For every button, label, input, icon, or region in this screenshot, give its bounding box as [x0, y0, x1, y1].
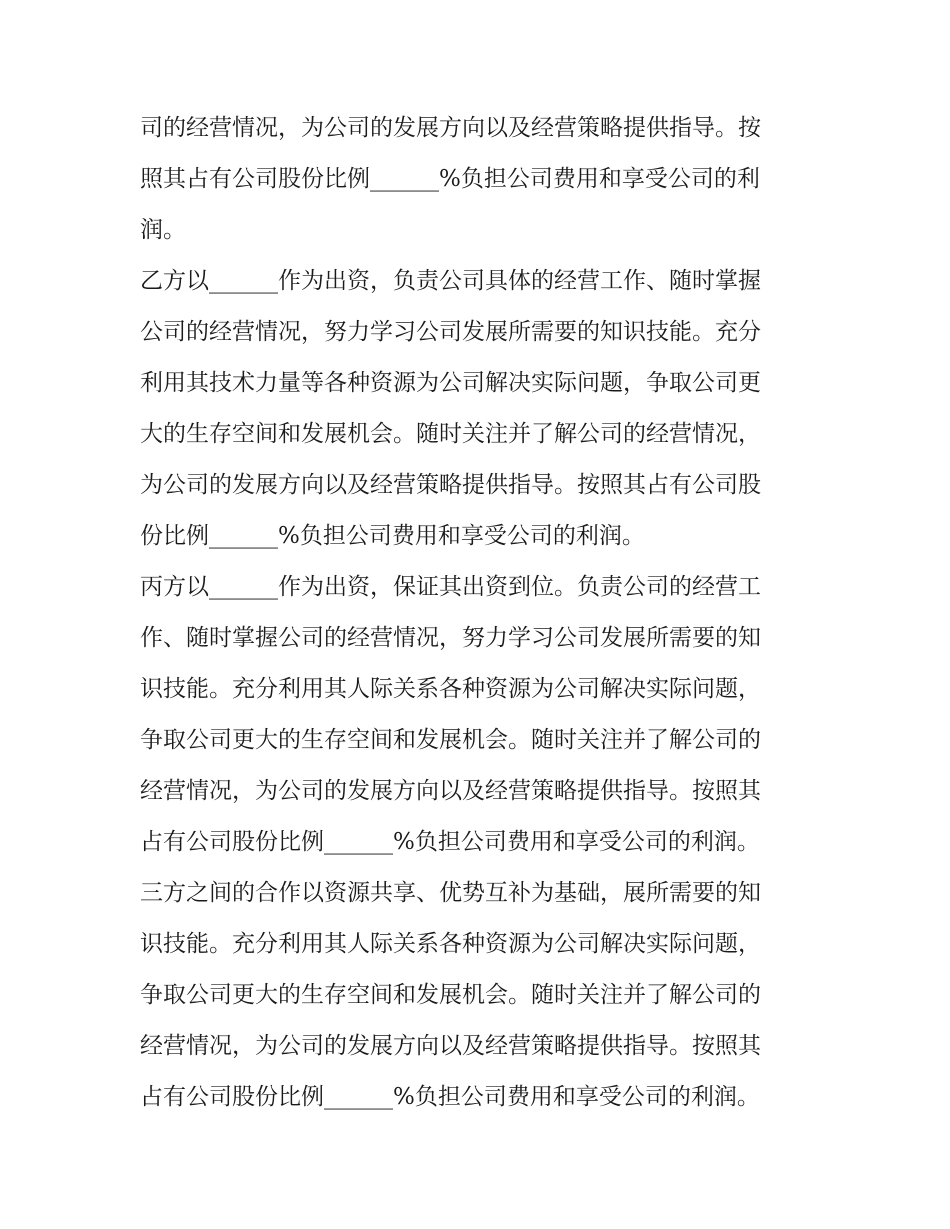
text-line: 丙方以______作为出资，保证其出资到位。负责公司的经营工 [140, 574, 761, 600]
text-line: 作、随时掌握公司的经营情况，努力学习公司发展所需要的知 [140, 625, 761, 651]
text-line: 司的经营情况，为公司的发展方向以及经营策略提供指导。按 [140, 115, 761, 141]
text-line: 为公司的发展方向以及经营策略提供指导。按照其占有公司股 [140, 472, 761, 498]
text-line: 识技能。充分利用其人际关系各种资源为公司解决实际问题， [140, 676, 761, 702]
text-line: 利用其技术力量等各种资源为公司解决实际问题，争取公司更 [140, 370, 761, 396]
text-line: 三方之间的合作以资源共享、优势互补为基础，展所需要的知 [140, 880, 761, 906]
text-line: 份比例______%负担公司费用和享受公司的利润。 [140, 523, 645, 549]
text-line: 公司的经营情况，努力学习公司发展所需要的知识技能。充分 [140, 319, 761, 345]
text-line: 占有公司股份比例______%负担公司费用和享受公司的利润。 [140, 829, 760, 855]
text-line: 照其占有公司股份比例______%负担公司费用和享受公司的利 [140, 166, 760, 192]
text-line: 识技能。充分利用其人际关系各种资源为公司解决实际问题， [140, 931, 761, 957]
text-line: 争取公司更大的生存空间和发展机会。随时关注并了解公司的 [140, 982, 761, 1008]
text-line: 润。 [140, 217, 186, 243]
document-body [140, 103, 820, 1123]
text-line: 占有公司股份比例______%负担公司费用和享受公司的利润。 [140, 1084, 760, 1110]
text-line: 经营情况，为公司的发展方向以及经营策略提供指导。按照其 [140, 1033, 761, 1059]
text-line: 大的生存空间和发展机会。随时关注并了解公司的经营情况， [140, 421, 761, 447]
text-line: 乙方以______作为出资，负责公司具体的经营工作、随时掌握 [140, 268, 761, 294]
text-line: 经营情况，为公司的发展方向以及经营策略提供指导。按照其 [140, 778, 761, 804]
text-line: 争取公司更大的生存空间和发展机会。随时关注并了解公司的 [140, 727, 761, 753]
